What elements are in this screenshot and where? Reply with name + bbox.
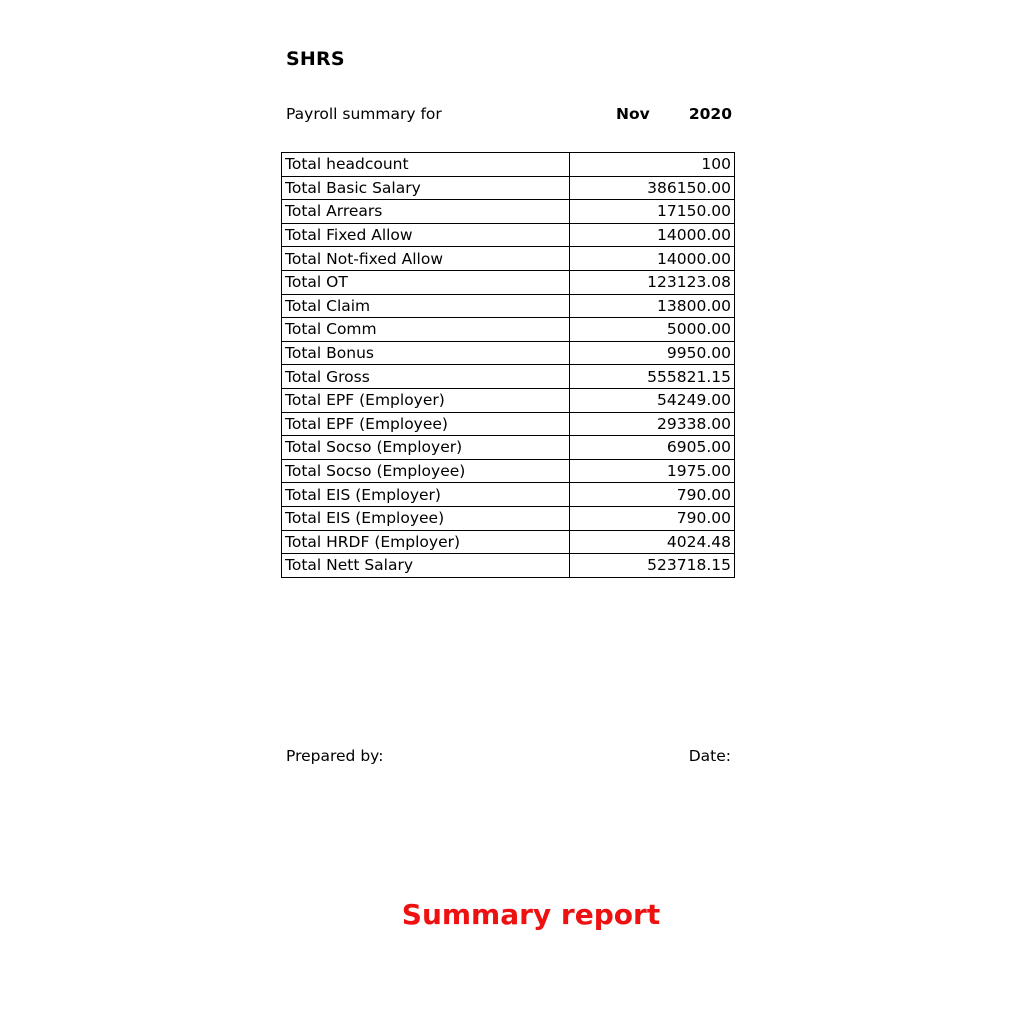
prepared-by-label: Prepared by: — [286, 747, 384, 765]
payroll-table-body — [282, 153, 735, 578]
company-name: SHRS — [286, 48, 345, 70]
row-label: Total OT — [282, 270, 570, 294]
row-value: 4024.48 — [570, 530, 735, 554]
row-label: Total Fixed Allow — [282, 223, 570, 247]
row-value: 555821.15 — [570, 365, 735, 389]
row-label: Total Nett Salary — [282, 554, 570, 578]
summary-report-caption: Summary report — [401, 898, 661, 931]
table-row — [282, 412, 735, 436]
row-value: 386150.00 — [570, 176, 735, 200]
table-row — [282, 176, 735, 200]
table-row — [282, 294, 735, 318]
row-label: Total Claim — [282, 294, 570, 318]
row-label: Total Comm — [282, 318, 570, 342]
table-row — [282, 554, 735, 578]
row-value: 1975.00 — [570, 459, 735, 483]
row-value: 13800.00 — [570, 294, 735, 318]
row-label: Total EPF (Employee) — [282, 412, 570, 436]
row-label: Total headcount — [282, 153, 570, 177]
row-value: 14000.00 — [570, 223, 735, 247]
table-row — [282, 436, 735, 460]
summary-header — [286, 105, 732, 127]
table-row — [282, 270, 735, 294]
row-value: 17150.00 — [570, 200, 735, 224]
row-value: 790.00 — [570, 506, 735, 530]
row-label: Total Arrears — [282, 200, 570, 224]
row-value: 54249.00 — [570, 388, 735, 412]
table-row — [282, 388, 735, 412]
table-row — [282, 365, 735, 389]
date-label: Date: — [688, 747, 731, 765]
table-row — [282, 200, 735, 224]
row-value: 6905.00 — [570, 436, 735, 460]
summary-month: Nov — [616, 105, 650, 123]
row-label: Total Basic Salary — [282, 176, 570, 200]
row-value: 123123.08 — [570, 270, 735, 294]
row-label: Total EIS (Employee) — [282, 506, 570, 530]
row-label: Total Not-fixed Allow — [282, 247, 570, 271]
table-row — [282, 153, 735, 177]
table-row — [282, 223, 735, 247]
row-label: Total Socso (Employer) — [282, 436, 570, 460]
table-row — [282, 483, 735, 507]
summary-year: 2020 — [688, 105, 732, 123]
table-row — [282, 506, 735, 530]
row-value: 790.00 — [570, 483, 735, 507]
summary-label: Payroll summary for — [286, 105, 442, 123]
row-label: Total Socso (Employee) — [282, 459, 570, 483]
row-value: 100 — [570, 153, 735, 177]
table-row — [282, 247, 735, 271]
row-label: Total HRDF (Employer) — [282, 530, 570, 554]
row-value: 523718.15 — [570, 554, 735, 578]
payroll-summary-table — [281, 152, 735, 578]
table-row — [282, 459, 735, 483]
table-row — [282, 341, 735, 365]
row-label: Total Bonus — [282, 341, 570, 365]
row-value: 9950.00 — [570, 341, 735, 365]
row-label: Total Gross — [282, 365, 570, 389]
row-value: 5000.00 — [570, 318, 735, 342]
table-row — [282, 318, 735, 342]
row-value: 14000.00 — [570, 247, 735, 271]
row-label: Total EIS (Employer) — [282, 483, 570, 507]
row-value: 29338.00 — [570, 412, 735, 436]
table-row — [282, 530, 735, 554]
row-label: Total EPF (Employer) — [282, 388, 570, 412]
